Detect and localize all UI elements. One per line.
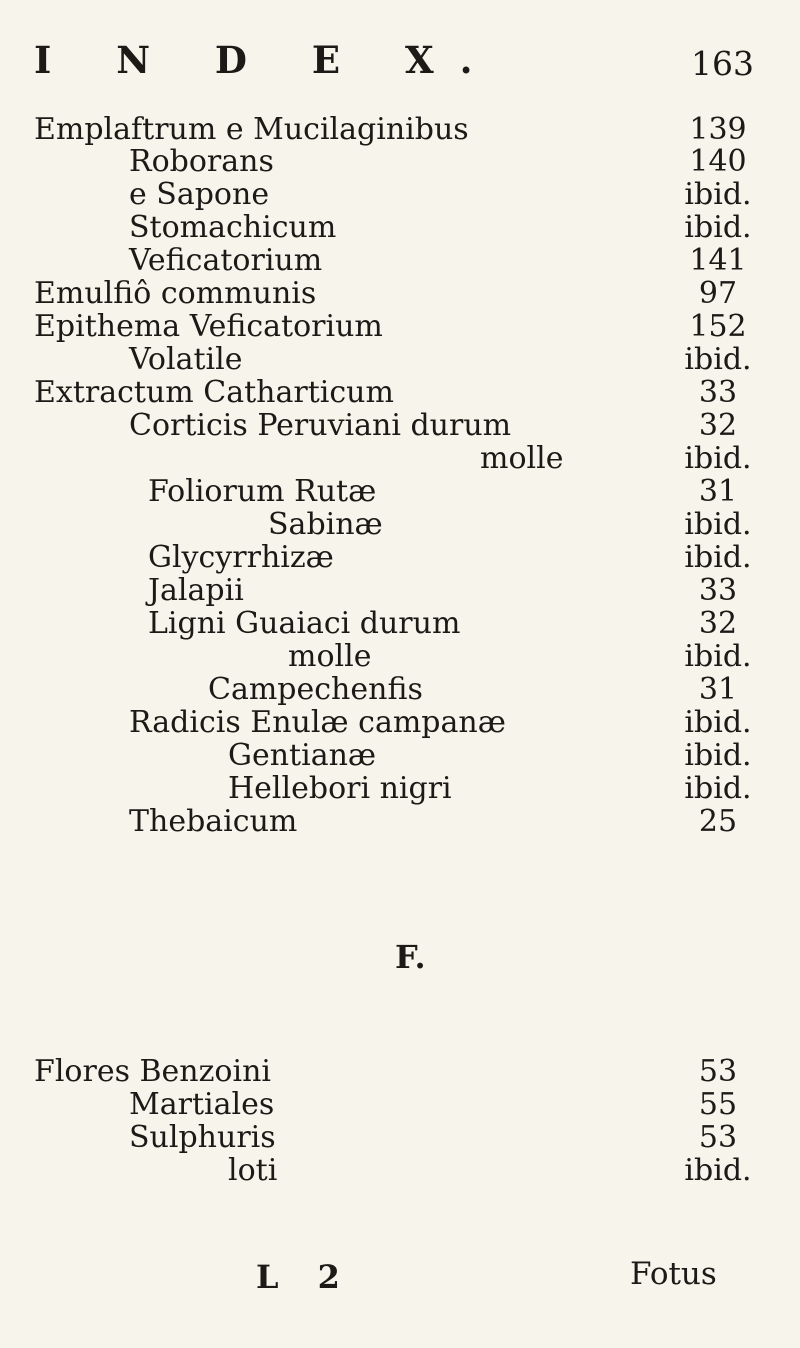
index-entry-page: ibid. xyxy=(684,639,752,674)
index-entry-term: molle xyxy=(480,441,564,476)
index-entry-page: 53 xyxy=(698,1054,738,1089)
index-entry-page: 25 xyxy=(698,804,738,839)
index-entry-page: 33 xyxy=(698,375,738,410)
index-entry-page: ibid. xyxy=(684,540,752,575)
index-entry-term: Roborans xyxy=(129,144,274,179)
index-entry-term: Stomachicum xyxy=(129,210,337,245)
index-entry-term: Campechenfis xyxy=(208,672,423,707)
index-entry-term: e Sapone xyxy=(129,177,270,212)
index-entry-page: 55 xyxy=(698,1087,738,1122)
section-letter: F. xyxy=(395,938,426,976)
index-entry-term: loti xyxy=(228,1153,278,1188)
index-entry-term: Radicis Enulæ campanæ xyxy=(129,705,506,740)
index-entry-term: Thebaicum xyxy=(129,804,298,839)
index-entry-term: Gentianæ xyxy=(228,738,377,773)
index-entry-term: Extractum Catharticum xyxy=(34,375,394,410)
page-number: 163 xyxy=(691,44,754,83)
page-title: I N D E X. xyxy=(34,38,499,82)
index-entry-page: 97 xyxy=(698,276,738,311)
index-entry-term: Emulfiô communis xyxy=(34,276,317,311)
index-entry-page: 33 xyxy=(698,573,738,608)
index-entry-term: Sabinæ xyxy=(268,507,383,542)
index-entry-page: ibid. xyxy=(684,177,752,212)
index-entry-term: Sulphuris xyxy=(129,1120,276,1155)
index-entry-page: 152 xyxy=(689,309,747,344)
index-entry-page: ibid. xyxy=(684,1153,752,1188)
index-entry-page: 32 xyxy=(698,606,738,641)
index-entry-page: 140 xyxy=(689,144,747,179)
index-entry-page: 31 xyxy=(698,474,738,509)
index-entry-term: Volatile xyxy=(129,342,243,377)
index-entry-term: Corticis Peruviani durum xyxy=(129,408,512,443)
index-entry-page: ibid. xyxy=(684,771,752,806)
index-entry-term: Flores Benzoini xyxy=(34,1054,271,1089)
index-entry-term: Hellebori nigri xyxy=(228,771,452,806)
index-entry-page: 31 xyxy=(698,672,738,707)
index-entry-term: molle xyxy=(288,639,372,674)
index-entry-page: 32 xyxy=(698,408,738,443)
index-entry-term: Ligni Guaiaci durum xyxy=(148,606,461,641)
index-entry-page: 139 xyxy=(689,112,747,147)
index-entry-page: ibid. xyxy=(684,210,752,245)
index-entry-page: ibid. xyxy=(684,705,752,740)
index-entry-page: 141 xyxy=(689,243,747,278)
index-entry-term: Glycyrrhizæ xyxy=(148,540,334,575)
signature-mark: L 2 xyxy=(256,1258,354,1296)
index-entry-term: Emplaftrum e Mucilaginibus xyxy=(34,112,469,147)
index-entry-term: Jalapii xyxy=(148,573,244,608)
index-entry-page: ibid. xyxy=(684,342,752,377)
index-entry-page: 53 xyxy=(698,1120,738,1155)
index-entry-term: Foliorum Rutæ xyxy=(148,474,377,509)
index-entry-term: Veficatorium xyxy=(129,243,323,278)
index-entry-term: Epithema Veficatorium xyxy=(34,309,383,344)
index-entry-page: ibid. xyxy=(684,507,752,542)
index-entry-page: ibid. xyxy=(684,738,752,773)
index-entry-page: ibid. xyxy=(684,441,752,476)
catchword: Fotus xyxy=(630,1256,717,1292)
index-entry-term: Martiales xyxy=(129,1087,275,1122)
